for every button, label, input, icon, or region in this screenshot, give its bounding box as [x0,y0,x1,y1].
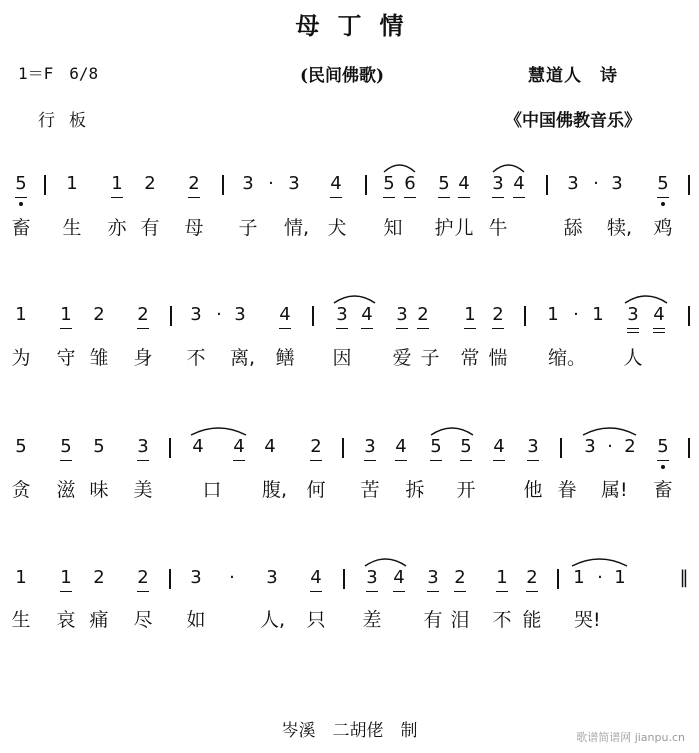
note: 4 [275,305,295,325]
lyric-char: 味 [89,479,109,501]
note: · [216,304,222,325]
lyric-char: 儿 [454,217,474,239]
note: 4 [326,174,346,194]
slur [191,428,246,435]
lyric-char: 生 [62,217,82,239]
note: · [268,173,274,194]
note: 4 [454,174,474,194]
note: 5 [434,174,454,194]
genre-label: (民间佛歌) [300,66,385,86]
note: 5 [653,437,673,457]
lyric-char: 痛 [89,609,109,631]
note: 1 [614,567,626,588]
note: 1 [56,305,76,325]
note: 2 [488,305,508,325]
note: 1 [460,305,480,325]
lyric-char: 开 [456,479,476,501]
note: 1 [107,174,127,194]
note: 5 [11,174,31,194]
source-credit: 《中国佛教音乐》 [505,111,641,131]
lyric-char: 爱 [392,347,412,369]
note: 3 [288,173,300,194]
note: 2 [93,567,105,588]
lyric-char: 泪 [450,609,470,631]
note: 2 [144,173,156,194]
note: 1 [492,568,512,588]
note: 2 [624,436,636,457]
note: 1 [573,567,585,588]
lyric-char: 不 [492,609,512,631]
lyric-char: 惴 [488,347,508,369]
lyric-char: 护 [434,217,454,239]
lyric-char: 常 [460,347,480,369]
note: 3 [190,567,202,588]
lyric-char: 情, [284,217,310,239]
lyric-char: 亦 [107,217,127,239]
lyric-char: 只 [306,609,326,631]
note: 3 [567,173,579,194]
lyric-char: 为 [11,347,31,369]
lyric-char: 因 [332,347,352,369]
lyric-char: 属! [601,479,628,501]
note: 4 [306,568,326,588]
note: 4 [649,305,669,325]
slur [334,296,375,303]
lyric-char: 腹, [262,479,288,501]
note: 2 [413,305,433,325]
note: 5 [653,174,673,194]
lyric-char: 牛 [488,217,508,239]
note: 2 [450,568,470,588]
final-barline: ‖ [679,567,689,588]
note: 5 [379,174,399,194]
lyric-char: 苦 [360,479,380,501]
note: 3 [234,304,246,325]
slur [493,165,524,172]
note: 4 [229,437,249,457]
lyric-char: 哀 [56,609,76,631]
lyric-char: 守 [56,347,76,369]
note: 3 [360,437,380,457]
slur [625,296,667,303]
lyric-char: 眷 [557,479,577,501]
note: 2 [184,174,204,194]
lyric-char: 差 [362,609,382,631]
lyric-char: 犊, [607,217,633,239]
note: 4 [264,436,276,457]
note: 5 [93,436,105,457]
lyric-char: 滋 [56,479,76,501]
note: 4 [192,436,204,457]
lyric-char: 母 [184,217,204,239]
lyric-char: 不 [186,347,206,369]
watermark: 歌谱简谱网 jianpu.cn [576,731,685,744]
slur [572,559,627,566]
lyric-char: 犬 [327,217,347,239]
lyric-char: 畜 [653,479,673,501]
lyric-char: 如 [186,609,206,631]
lyric-char: 口 [202,479,222,501]
note: 5 [456,437,476,457]
lyric-char: 拆 [405,479,425,501]
note: 5 [15,436,27,457]
key-signature: 1＝F 6/8 [18,64,99,83]
note: 1 [592,304,604,325]
lyric-char: 他 [523,479,543,501]
lyric-char: 鳝 [275,347,295,369]
note: 3 [584,436,596,457]
author-credit: 慧道人 诗 [528,66,618,86]
note: 5 [426,437,446,457]
lyric-char: 畜 [11,217,31,239]
note: 1 [15,567,27,588]
note: 3 [423,568,443,588]
note: · [607,436,613,457]
note: 2 [306,437,326,457]
note: 1 [15,304,27,325]
lyric-char: 人 [623,347,643,369]
note: 2 [93,304,105,325]
lyric-char: 有 [423,609,443,631]
note: 3 [362,568,382,588]
slur [384,165,415,172]
lyric-char: 雏 [89,347,109,369]
lyric-char: 能 [522,609,542,631]
song-title: 母丁情 [295,11,422,40]
note: · [573,304,579,325]
note: 3 [266,567,278,588]
slur [431,428,473,435]
note: 6 [400,174,420,194]
note: · [229,567,235,588]
note: 3 [611,173,623,194]
note: · [593,173,599,194]
note: 3 [133,437,153,457]
lyric-char: 哭! [574,609,601,631]
note: 4 [357,305,377,325]
lyric-char: 子 [420,347,440,369]
tempo-marking: 行板 [38,111,100,131]
lyric-char: 舔 [563,217,583,239]
note: 4 [389,568,409,588]
lyric-char: 鸡 [653,217,673,239]
note: · [597,567,603,588]
lyric-char: 美 [133,479,153,501]
note: 1 [547,304,559,325]
lyric-char: 身 [133,347,153,369]
note: 4 [509,174,529,194]
note: 3 [623,305,643,325]
lyric-char: 贪 [11,479,31,501]
lyric-char: 离, [230,347,256,369]
note: 4 [489,437,509,457]
note: 3 [242,173,254,194]
note: 1 [56,568,76,588]
lyric-char: 生 [11,609,31,631]
lyric-char: 尽 [133,609,153,631]
lyric-char: 人, [260,609,286,631]
note: 4 [391,437,411,457]
note: 2 [133,305,153,325]
lyric-char: 知 [383,217,403,239]
slur [365,559,406,566]
lyric-char: 缩。 [548,347,587,369]
note: 3 [392,305,412,325]
note: 3 [488,174,508,194]
note: 2 [522,568,542,588]
note: 5 [56,437,76,457]
lyric-char: 何 [306,479,326,501]
slur [583,428,636,435]
note: 1 [66,173,78,194]
arranger-credit: 岑溪 二胡佬 制 [281,721,418,741]
note: 2 [133,568,153,588]
note: 3 [332,305,352,325]
note: 3 [523,437,543,457]
lyric-char: 子 [238,217,258,239]
note: 3 [190,304,202,325]
lyric-char: 有 [140,217,160,239]
